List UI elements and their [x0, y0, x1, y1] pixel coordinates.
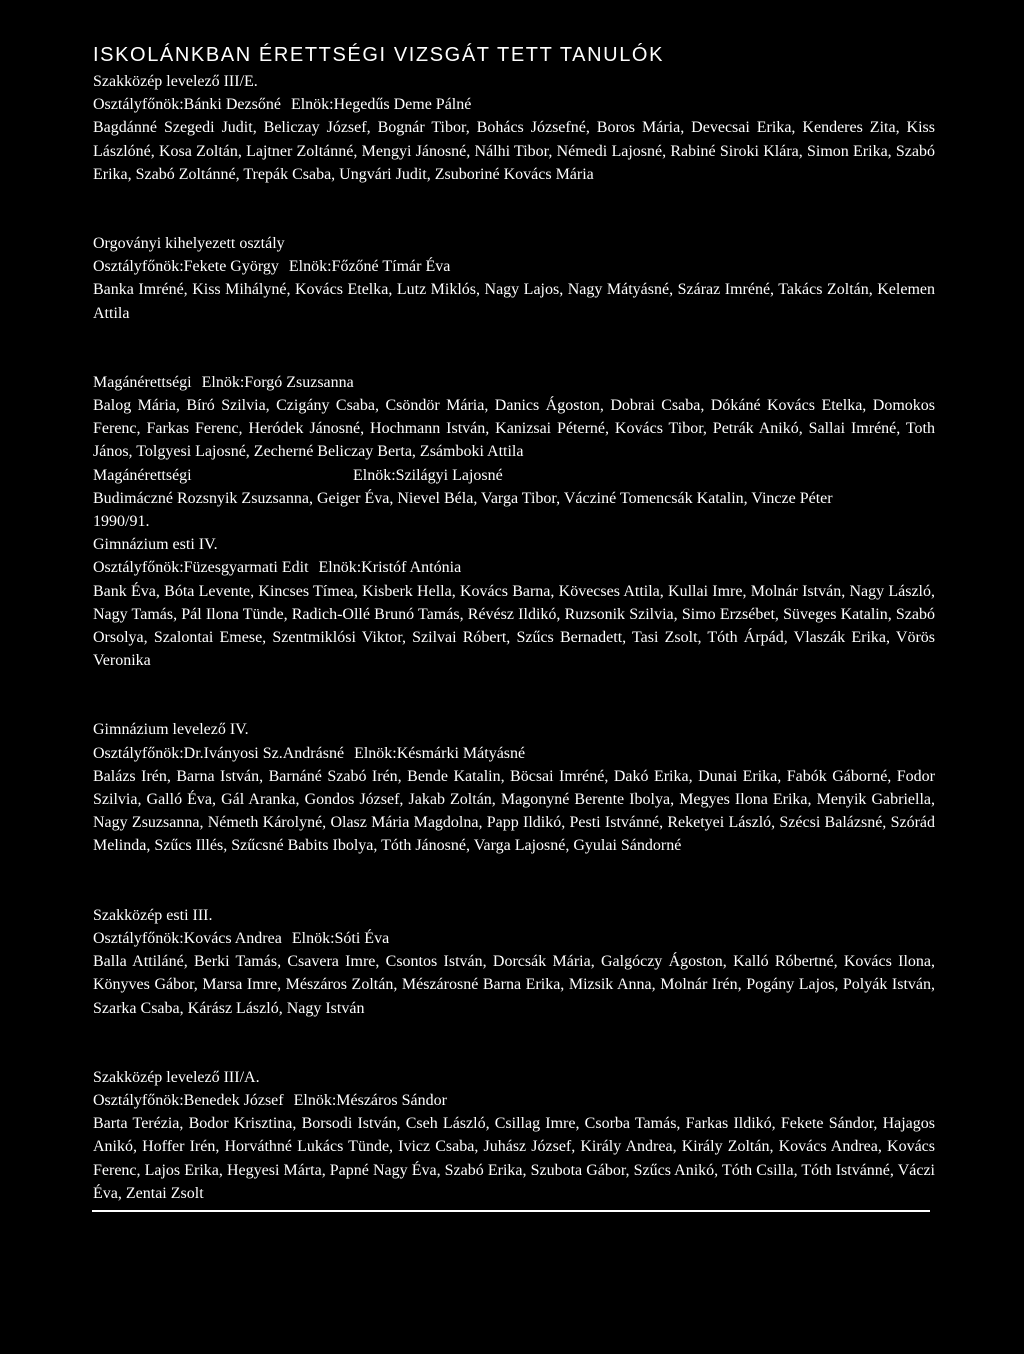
section-gap [93, 672, 935, 718]
class-staff-line [93, 464, 935, 487]
class-staff-line [93, 742, 935, 765]
exam-chair: Elnök:Mészáros Sándor [293, 1091, 447, 1109]
class-name: Gimnázium esti IV. [93, 536, 218, 554]
section-gap [93, 858, 935, 904]
exam-chair: Elnök:Sóti Éva [291, 929, 390, 947]
page-title: ISKOLÁNKBAN ÉRETTSÉGI VIZSGÁT TETT TANULÓK [93, 44, 665, 66]
class-staff-line [93, 371, 935, 394]
student-names: Balog Mária, Bíró Szilvia, Czigány Csaba, Csöndör Mária, Danics Ágoston, Dobrai Csaba, Dókáné Kovács Etelka, Domokos Ferenc, Farkas Ferenc, Heródek Jánosné, Hochmann István, Kanizsai Péterné, Kovács Tibor, Petrák Anikó, Sallai Imréné, Toth János, Tolgyesi Lajosné, Zecherné Beliczay Berta, Zsámboki Attila [93, 397, 935, 461]
class-staff-line [93, 927, 935, 950]
student-names: Banka Imréné, Kiss Mihályné, Kovács Etelka, Lutz Miklós, Nagy Lajos, Nagy Mátyásné, Száraz Imréné, Takács Zoltán, Kelemen Attila [93, 281, 935, 322]
exam-chair: Elnök:Kristóf Antónia [318, 559, 462, 577]
class-name: Gimnázium levelező IV. [93, 721, 249, 739]
head-teacher: Osztályfőnök:Benedek József [93, 1091, 284, 1109]
class-name: Magánérettségi [93, 373, 192, 391]
section-gap [93, 325, 935, 371]
class-name: Szakközép levelező III/A. [93, 1068, 260, 1086]
document-page [93, 40, 935, 1205]
exam-chair: Elnök:Főzőné Tímár Éva [288, 258, 451, 276]
class-staff-line [93, 556, 935, 579]
class-name: Szakközép esti III. [93, 906, 213, 924]
class-name: Orgoványi kihelyezett osztály [93, 235, 285, 253]
head-teacher: Osztályfőnök:Kovács Andrea [93, 929, 282, 947]
class-staff-line [93, 1089, 935, 1112]
exam-chair: Elnök:Szilágyi Lajosné [353, 466, 503, 484]
exam-chair: Elnök:Forgó Zsuzsanna [201, 373, 354, 391]
year-heading: 1990/91. [93, 513, 150, 531]
exam-chair: Elnök:Késmárki Mátyásné [354, 744, 526, 762]
section-gap [93, 1020, 935, 1066]
student-names: Bagdánné Szegedi Judit, Beliczay József, Bognár Tibor, Bohács Józsefné, Boros Mária, Devecsai Erika, Kenderes Zita, Kiss Lászlóné, Kosa Zoltán, Lajtner Zoltánné, Mengyi Jánosné, Nálhi Tibor, Némedi Lajosné, Rabiné Siroki Klára, Simon Erika, Szabó Erika, Szabó Zoltánné, Trepák Csaba, Ungvári Judit, Zsuboriné Kovács Mária [93, 119, 935, 183]
student-names: Balla Attiláné, Berki Tamás, Csavera Imre, Csontos István, Dorcsák Mária, Galgóczy Ágoston, Kalló Róbertné, Kovács Ilona, Könyves Gábor, Marsa Imre, Mészáros Zoltán, Mészárosné Barna Erika, Mizsik Anna, Molnár Irén, Pogány Lajos, Polyák István, Szarka Csaba, Kárász László, Nagy István [93, 953, 935, 1017]
class-staff-line [93, 255, 935, 278]
student-names: Barta Terézia, Bodor Krisztina, Borsodi István, Cseh László, Csillag Imre, Csorba Tamás, Farkas Ildikó, Fekete Sándor, Hajagos Anikó, Hoffer Irén, Horváthné Lukács Tünde, Ivicz Csaba, Juhász József, Király Andrea, Király Zoltán, Kovács Andrea, Kovács Ferenc, Lajos Erika, Hegyesi Márta, Papné Nagy Éva, Szabó Erika, Szubota Gábor, Szűcs Anikó, Tóth Csilla, Tóth Istvánné, Váczi Éva, Zentai Zsolt [93, 1115, 935, 1202]
head-teacher: Osztályfőnök:Bánki Dezsőné [93, 96, 281, 114]
student-names: Budimáczné Rozsnyik Zsuzsanna, Geiger Éva, Nievel Béla, Varga Tibor, Vácziné Tomencsák Katalin, Vincze Péter [93, 489, 833, 507]
head-teacher: Osztályfőnök:Dr.Iványosi Sz.Andrásné [93, 744, 345, 762]
bottom-rule [92, 1210, 930, 1212]
student-names: Bank Éva, Bóta Levente, Kincses Tímea, Kisberk Hella, Kovács Barna, Kövecses Attila, Kullai Imre, Molnár István, Nagy László, Nagy Tamás, Pál Ilona Tünde, Radich-Ollé Brunó Tamás, Révész Ildikó, Ruzsonik Szilvia, Simo Erzsébet, Süveges Katalin, Szabó Orsolya, Szalontai Emese, Szentmiklósi Viktor, Szilvai Róbert, Szűcs Bernadett, Tasi Zsolt, Tóth Árpád, Vlaszák Erika, Vörös Veronika [93, 582, 935, 670]
head-teacher: Osztályfőnök:Füzesgyarmati Edit [93, 559, 309, 577]
student-names: Balázs Irén, Barna István, Barnáné Szabó Irén, Bende Katalin, Böcsai Imréné, Dakó Erika, Dunai Erika, Fabók Gáborné, Fodor Szilvia, Galló Éva, Gál Aranka, Gondos József, Jakab Zoltán, Magonyné Berente Ibolya, Megyes Ilona Erika, Menyik Gabriella, Nagy Zsuzsanna, Németh Károlyné, Olasz Mária Magdolna, Papp Ildikó, Pesti Istvánné, Reketyei László, Szécsi Balázsné, Szórád Melinda, Szűcs Illés, Szűcsné Babits Ibolya, Tóth Jánosné, Varga Lajosné, Gyulai Sándorné [93, 767, 935, 855]
section-gap [93, 186, 935, 232]
class-staff-line [93, 93, 935, 116]
class-name: Magánérettségi [93, 466, 192, 484]
head-teacher: Osztályfőnök:Fekete György [93, 258, 279, 276]
exam-chair: Elnök:Hegedűs Deme Pálné [290, 96, 472, 114]
class-name: Szakközép levelező III/E. [93, 73, 258, 90]
